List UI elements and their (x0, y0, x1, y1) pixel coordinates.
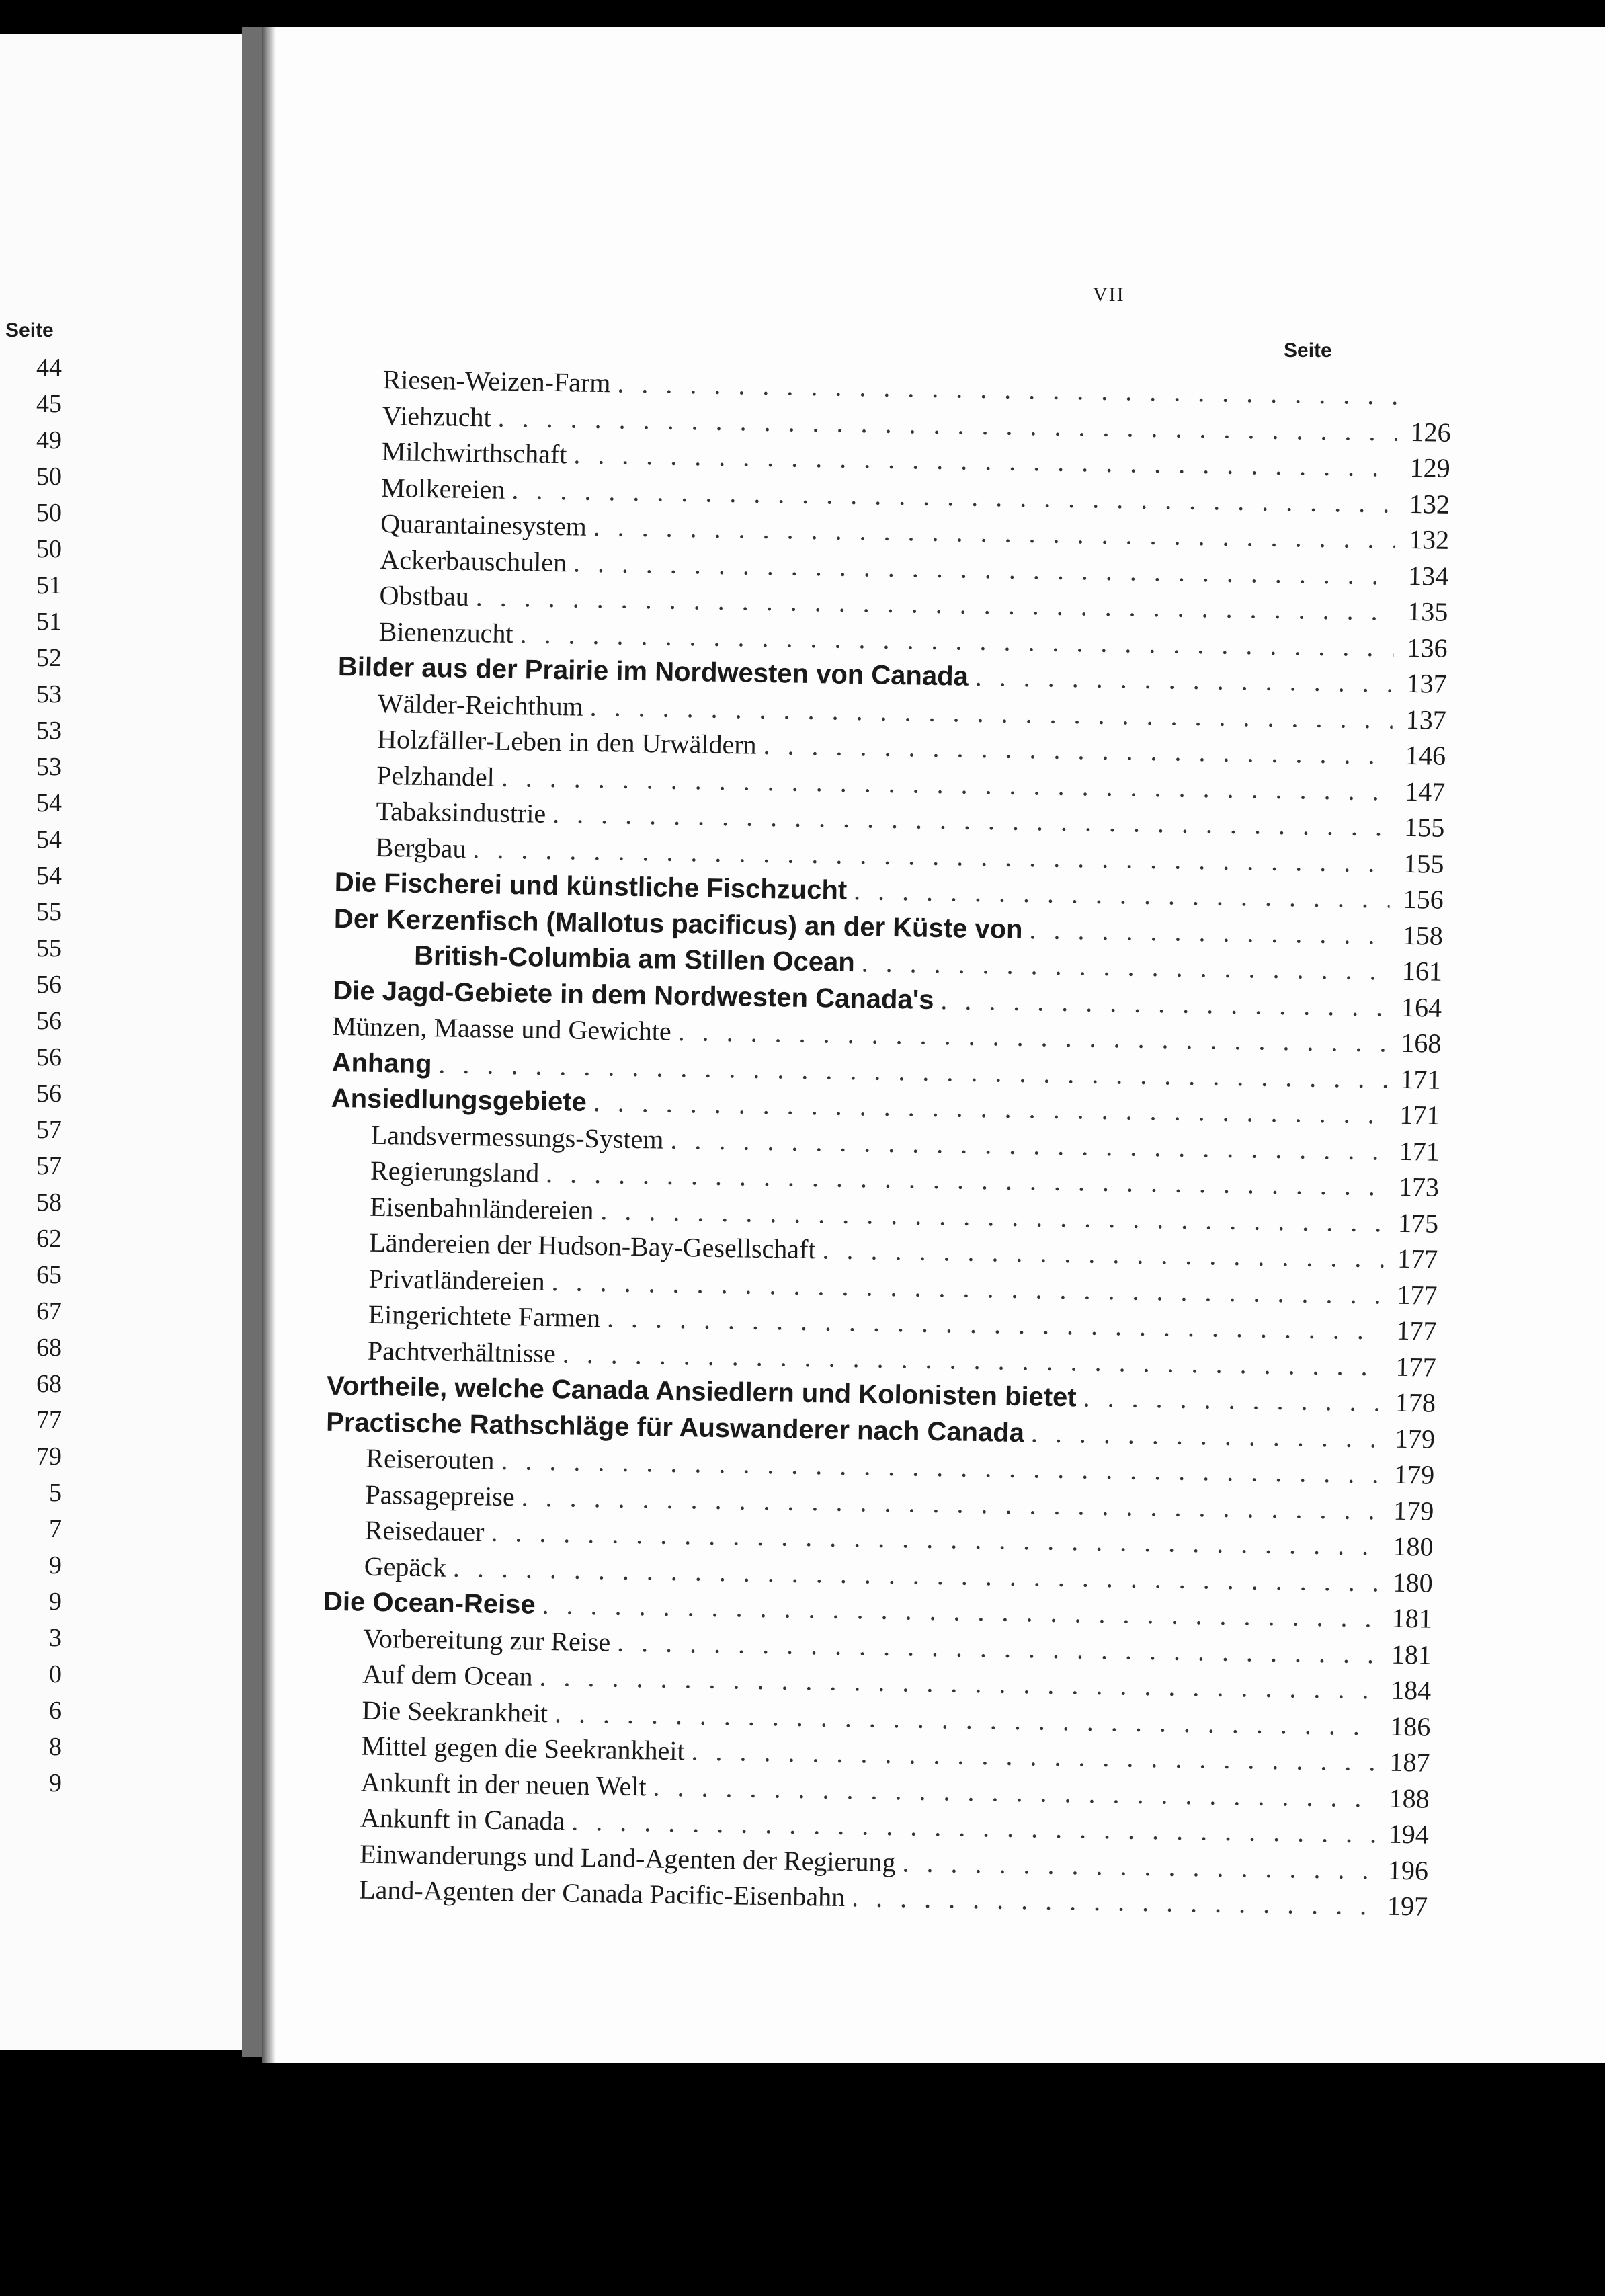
book-gutter (242, 27, 262, 2057)
left-page-number: 55 (36, 898, 62, 926)
toc-entry-title: Land-Agenten der Canada Pacific-Eisenbahn (358, 1874, 846, 1913)
toc-entry-page: 147 (1404, 776, 1446, 807)
left-page-number: 5 (49, 1479, 62, 1507)
left-page-number: 6 (49, 1696, 62, 1725)
left-page-number: 58 (36, 1188, 62, 1217)
left-page-number: 50 (36, 499, 62, 527)
toc-entry-title: Vortheile, welche Canada Ansiedlern und Kolonisten bietet (326, 1370, 1077, 1413)
left-page-number: 56 (36, 971, 62, 999)
left-page-number: 68 (36, 1370, 62, 1398)
toc-entry-page: 155 (1403, 848, 1444, 879)
left-page-number: 53 (36, 753, 62, 781)
left-page-number: 56 (36, 1007, 62, 1035)
toc-entry-title: Münzen, Maasse und Gewichte (332, 1010, 672, 1047)
seite-column-label: Seite (1284, 339, 1332, 362)
toc-entry-page: 197 (1387, 1890, 1428, 1922)
left-page-number: 77 (36, 1406, 62, 1434)
toc-entry-title: Bergbau (375, 831, 466, 864)
toc-entry-title: Pachtverhältnisse (367, 1335, 557, 1368)
table-of-contents (319, 363, 1452, 1926)
left-page-number: 56 (36, 1043, 62, 1071)
toc-entry-page: 158 (1402, 919, 1444, 951)
dot-leader (940, 984, 1388, 1022)
left-page-number: 79 (36, 1442, 62, 1471)
toc-entry-page: 180 (1393, 1530, 1434, 1562)
toc-entry-page: 187 (1389, 1746, 1430, 1778)
toc-entry-page: 126 (1410, 416, 1451, 448)
toc-entry-page: 177 (1396, 1315, 1437, 1346)
toc-entry-page: 179 (1394, 1423, 1436, 1454)
left-page-number: 62 (36, 1225, 62, 1253)
left-page-number: 9 (49, 1769, 62, 1797)
toc-entry-title: Die Ocean-Reise (323, 1586, 536, 1620)
toc-entry-page: 171 (1399, 1099, 1440, 1131)
left-page-number: 52 (36, 644, 62, 672)
toc-entry-page: 161 (1401, 955, 1443, 987)
toc-entry-page: 180 (1392, 1567, 1434, 1598)
toc-entry-title: Der Kerzenfisch (Mallotus pacificus) an der Küste von (333, 903, 1023, 944)
toc-entry-page: 181 (1391, 1602, 1433, 1634)
toc-entry-page: 173 (1398, 1171, 1440, 1202)
toc-entry-title: Die Fischerei und künstliche Fischzucht (334, 867, 848, 905)
toc-entry-page: 179 (1393, 1495, 1434, 1526)
toc-entry-page: 155 (1403, 811, 1445, 843)
left-page-number: 57 (36, 1152, 62, 1180)
toc-entry-page: 164 (1401, 991, 1442, 1023)
toc-entry-page: 188 (1389, 1782, 1430, 1814)
toc-entry-page: 171 (1400, 1063, 1441, 1095)
toc-entry-title: Molkereien (380, 472, 505, 505)
toc-entry-title: Pelzhandel (376, 760, 495, 792)
toc-entry-title: Reiserouten (366, 1442, 495, 1475)
toc-entry-page: 132 (1408, 524, 1450, 555)
toc-entry-page: 168 (1400, 1027, 1442, 1059)
toc-entry-page: 171 (1399, 1135, 1440, 1167)
left-page-fragment (0, 34, 245, 2050)
toc-entry-title: Practische Rathschläge für Auswanderer nach Canada (325, 1407, 1025, 1448)
toc-entry-page: 177 (1397, 1243, 1438, 1274)
dot-leader (1029, 913, 1389, 950)
dot-leader (1031, 1417, 1382, 1454)
toc-entry-page: 156 (1403, 883, 1444, 915)
left-page-number: 55 (36, 934, 62, 962)
toc-entry-title: Reisedauer (364, 1514, 485, 1547)
left-seite-header: Seite (5, 319, 54, 341)
toc-entry-title: Privatländereien (368, 1263, 546, 1297)
toc-entry-page: 179 (1393, 1459, 1435, 1490)
left-page-number: 67 (36, 1297, 62, 1325)
left-page-number: 56 (36, 1079, 62, 1108)
left-page-number: 9 (49, 1551, 62, 1580)
left-page-number: 68 (36, 1334, 62, 1362)
dot-leader (975, 661, 1394, 699)
left-page-number: 53 (36, 680, 62, 708)
page-number-header: VII (1093, 284, 1125, 306)
toc-entry-page: 178 (1395, 1387, 1436, 1418)
toc-entry-page: 184 (1390, 1674, 1432, 1706)
toc-entry-title: Riesen-Weizen-Farm (382, 364, 611, 399)
left-page-number: 54 (36, 825, 62, 854)
toc-entry-title: Gepäck (364, 1551, 447, 1583)
toc-entry-title: Ankunft in der neuen Welt (360, 1766, 647, 1801)
toc-entry-page: 186 (1389, 1711, 1431, 1742)
dot-leader (902, 1846, 1374, 1885)
toc-entry-title: Anhang (331, 1047, 432, 1079)
toc-entry-page: 196 (1387, 1854, 1429, 1886)
toc-entry-title: Mittel gegen die Seekrankheit (361, 1730, 685, 1766)
toc-entry-title: Landsvermessungs-System (370, 1119, 664, 1155)
toc-entry-page: 137 (1406, 667, 1448, 699)
toc-entry-page: 194 (1388, 1818, 1430, 1850)
toc-entry-page: 137 (1405, 704, 1447, 735)
spine-shadow (262, 27, 276, 2063)
toc-entry-title: Ackerbauschulen (380, 544, 567, 577)
left-page-numbers (15, 350, 62, 1801)
left-page-number: 50 (36, 462, 62, 491)
toc-entry-title: Eisenbahnländereien (369, 1191, 594, 1225)
toc-entry-title: Regierungsland (370, 1155, 540, 1188)
left-page-number: 54 (36, 862, 62, 890)
toc-entry-title: Bilder aus der Prairie im Nordwesten von Canada (337, 651, 969, 692)
left-page-number: 54 (36, 789, 62, 817)
left-page-number: 45 (36, 390, 62, 418)
toc-entry-title: Viehzucht (382, 400, 492, 432)
toc-entry-title: Milchwirthschaft (381, 436, 567, 470)
toc-page (262, 27, 1605, 2063)
toc-entry-page: 177 (1397, 1279, 1438, 1311)
toc-entry-title: Ländereien der Hudson-Bay-Gesellschaft (369, 1227, 816, 1265)
toc-entry-page: 181 (1391, 1639, 1432, 1670)
left-page-number: 0 (49, 1660, 62, 1688)
left-page-number: 50 (36, 535, 62, 563)
left-page-number: 65 (36, 1261, 62, 1289)
left-page-number: 8 (49, 1733, 62, 1761)
toc-entry-page: 129 (1409, 452, 1451, 483)
left-page-number: 49 (36, 426, 62, 454)
toc-entry-page: 175 (1397, 1207, 1439, 1239)
toc-entry-title: Ansiedlungsgebiete (331, 1083, 587, 1117)
toc-entry-title: British-Columbia am Stillen Ocean (413, 940, 856, 978)
toc-entry-title: Quarantainesystem (380, 507, 587, 542)
left-page-number: 7 (49, 1515, 62, 1543)
toc-entry-title: Die Seekrankheit (362, 1694, 548, 1728)
left-page-number: 57 (36, 1116, 62, 1144)
left-page-number: 44 (36, 354, 62, 382)
toc-entry-page: 177 (1395, 1351, 1437, 1383)
toc-entry-page: 146 (1405, 739, 1446, 771)
dot-leader (1083, 1381, 1382, 1418)
toc-entry-page: 136 (1407, 632, 1448, 663)
left-page-number: 3 (49, 1624, 62, 1652)
toc-entry-title: Tabaksindustrie (376, 795, 546, 829)
left-page-number: 53 (36, 716, 62, 745)
toc-entry-title: Vorbereitung zur Reise (362, 1623, 611, 1657)
toc-entry-title: Holzfäller-Leben in den Urwäldern (376, 723, 757, 760)
toc-entry-title: Die Jagd-Gebiete in dem Nordwesten Canada's (332, 975, 934, 1015)
left-page-number: 51 (36, 571, 62, 600)
toc-entry-page: 134 (1407, 560, 1449, 591)
left-page-number: 51 (36, 608, 62, 636)
toc-entry-title: Bienenzucht (378, 616, 513, 649)
left-page-number: 9 (49, 1588, 62, 1616)
toc-entry-page: 135 (1407, 596, 1448, 627)
toc-entry-title: Auf dem Ocean (362, 1658, 533, 1692)
toc-entry-title: Passagepreise (365, 1479, 516, 1512)
toc-entry-page: 132 (1409, 488, 1450, 520)
toc-entry-title: Eingerichtete Farmen (368, 1299, 601, 1334)
toc-entry-title: Wälder-Reichthum (377, 688, 584, 722)
toc-entry-title: Obstbau (379, 579, 470, 612)
toc-entry-title: Ankunft in Canada (360, 1802, 565, 1836)
toc-entry-title: Einwanderungs und Land-Agenten der Regierung (359, 1838, 896, 1877)
